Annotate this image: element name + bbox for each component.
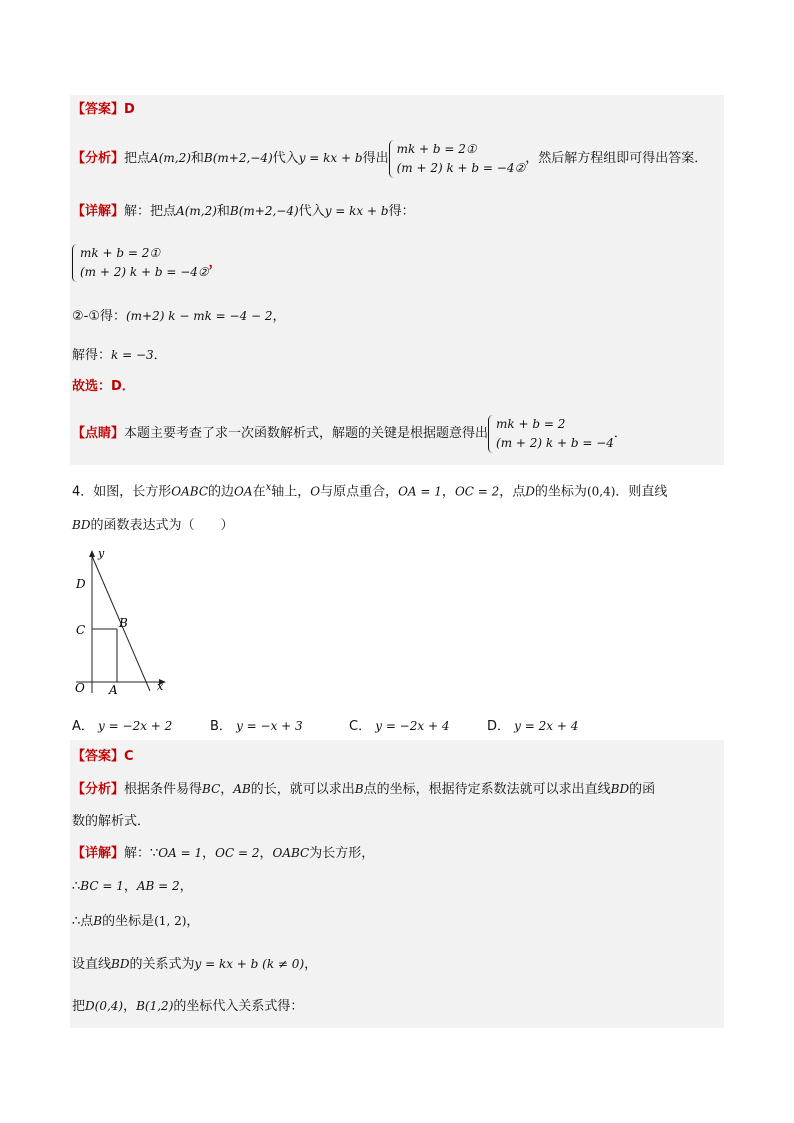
label-x: x	[157, 680, 164, 693]
q4-detail-line4: 设直线BD的关系式为y = kx + b (k ≠ 0)，	[72, 957, 318, 972]
q3-equation-system-2: mk + b = 2① (m + 2) k + b = −4②	[72, 244, 209, 282]
label-C: C	[76, 623, 86, 637]
q3-analysis-line: 【分析】把点A(m,2)和B(m+2,−4)代入y = kx + b得出 mk + b = 2① (m + 2) k + b = −4② ，然后解方程组即可得出答案．	[72, 138, 707, 179]
q4-coordinate-graph	[72, 548, 172, 698]
label-B: B	[119, 616, 128, 630]
q4-stem-line1: 4．如图，长方形OABC的边OA在$^x$轴上，O与原点重合，OA = 1，OC = 2，点D的坐标为(0,4)．则直线	[72, 482, 668, 500]
q4-answer-line: 【答案】C	[72, 749, 134, 764]
q4-detail-line1: 【详解】解：∵OA = 1，OC = 2，OABC为长方形，	[72, 846, 375, 861]
q4-detail-line2: ∴BC = 1，AB = 2，	[72, 879, 193, 894]
q3-step1: ②-①得：(m+2) k − mk = −4 − 2，	[72, 309, 286, 324]
q4-option-d[interactable]: D． y = 2x + 4	[487, 719, 579, 734]
q3-equation-system-1: mk + b = 2① (m + 2) k + b = −4②	[389, 140, 526, 178]
q3-system-line: mk + b = 2① (m + 2) k + b = −4② ，	[72, 244, 222, 282]
q4-analysis-line2: 数的解析式．	[72, 814, 151, 829]
q4-stem-line2: BD的函数表达式为（ ）	[72, 518, 234, 533]
q4-option-b[interactable]: B． y = −x + 3	[210, 719, 303, 734]
q4-detail-line5: 把D(0,4)，B(1,2)的坐标代入关系式得：	[72, 999, 304, 1014]
q4-answer: C	[124, 749, 134, 764]
q3-comment-line: 【点睛】本题主要考查了求一次函数解析式，解题的关键是根据题意得出 mk + b = 2 (m + 2) k + b = −4 ．	[72, 414, 627, 454]
q4-detail-line3: ∴点B的坐标是(1, 2)，	[72, 914, 200, 929]
q3-answer: D	[124, 102, 135, 117]
q3-detail-line: 【详解】解：把点A(m,2)和B(m+2,−4)代入y = kx + b得：	[72, 204, 415, 219]
y-axis-arrow	[89, 550, 95, 557]
q4-option-c[interactable]: C． y = −2x + 4	[349, 719, 450, 734]
q3-answer-line: 【答案】D	[72, 102, 135, 117]
q4-analysis-line1: 【分析】根据条件易得BC，AB的长，就可以求出B点的坐标，根据待定系数法就可以求出直线BD的函	[72, 782, 656, 797]
q4-option-a[interactable]: A． y = −2x + 2	[72, 719, 173, 734]
label-O: O	[75, 681, 85, 695]
label-D: D	[76, 577, 86, 591]
label-y: y	[98, 548, 105, 560]
q3-choose: 故选：D．	[72, 379, 135, 394]
q3-step2: 解得：k = −3．	[72, 348, 167, 363]
q3-equation-system-3: mk + b = 2 (m + 2) k + b = −4	[488, 415, 614, 453]
label-A: A	[109, 683, 118, 697]
